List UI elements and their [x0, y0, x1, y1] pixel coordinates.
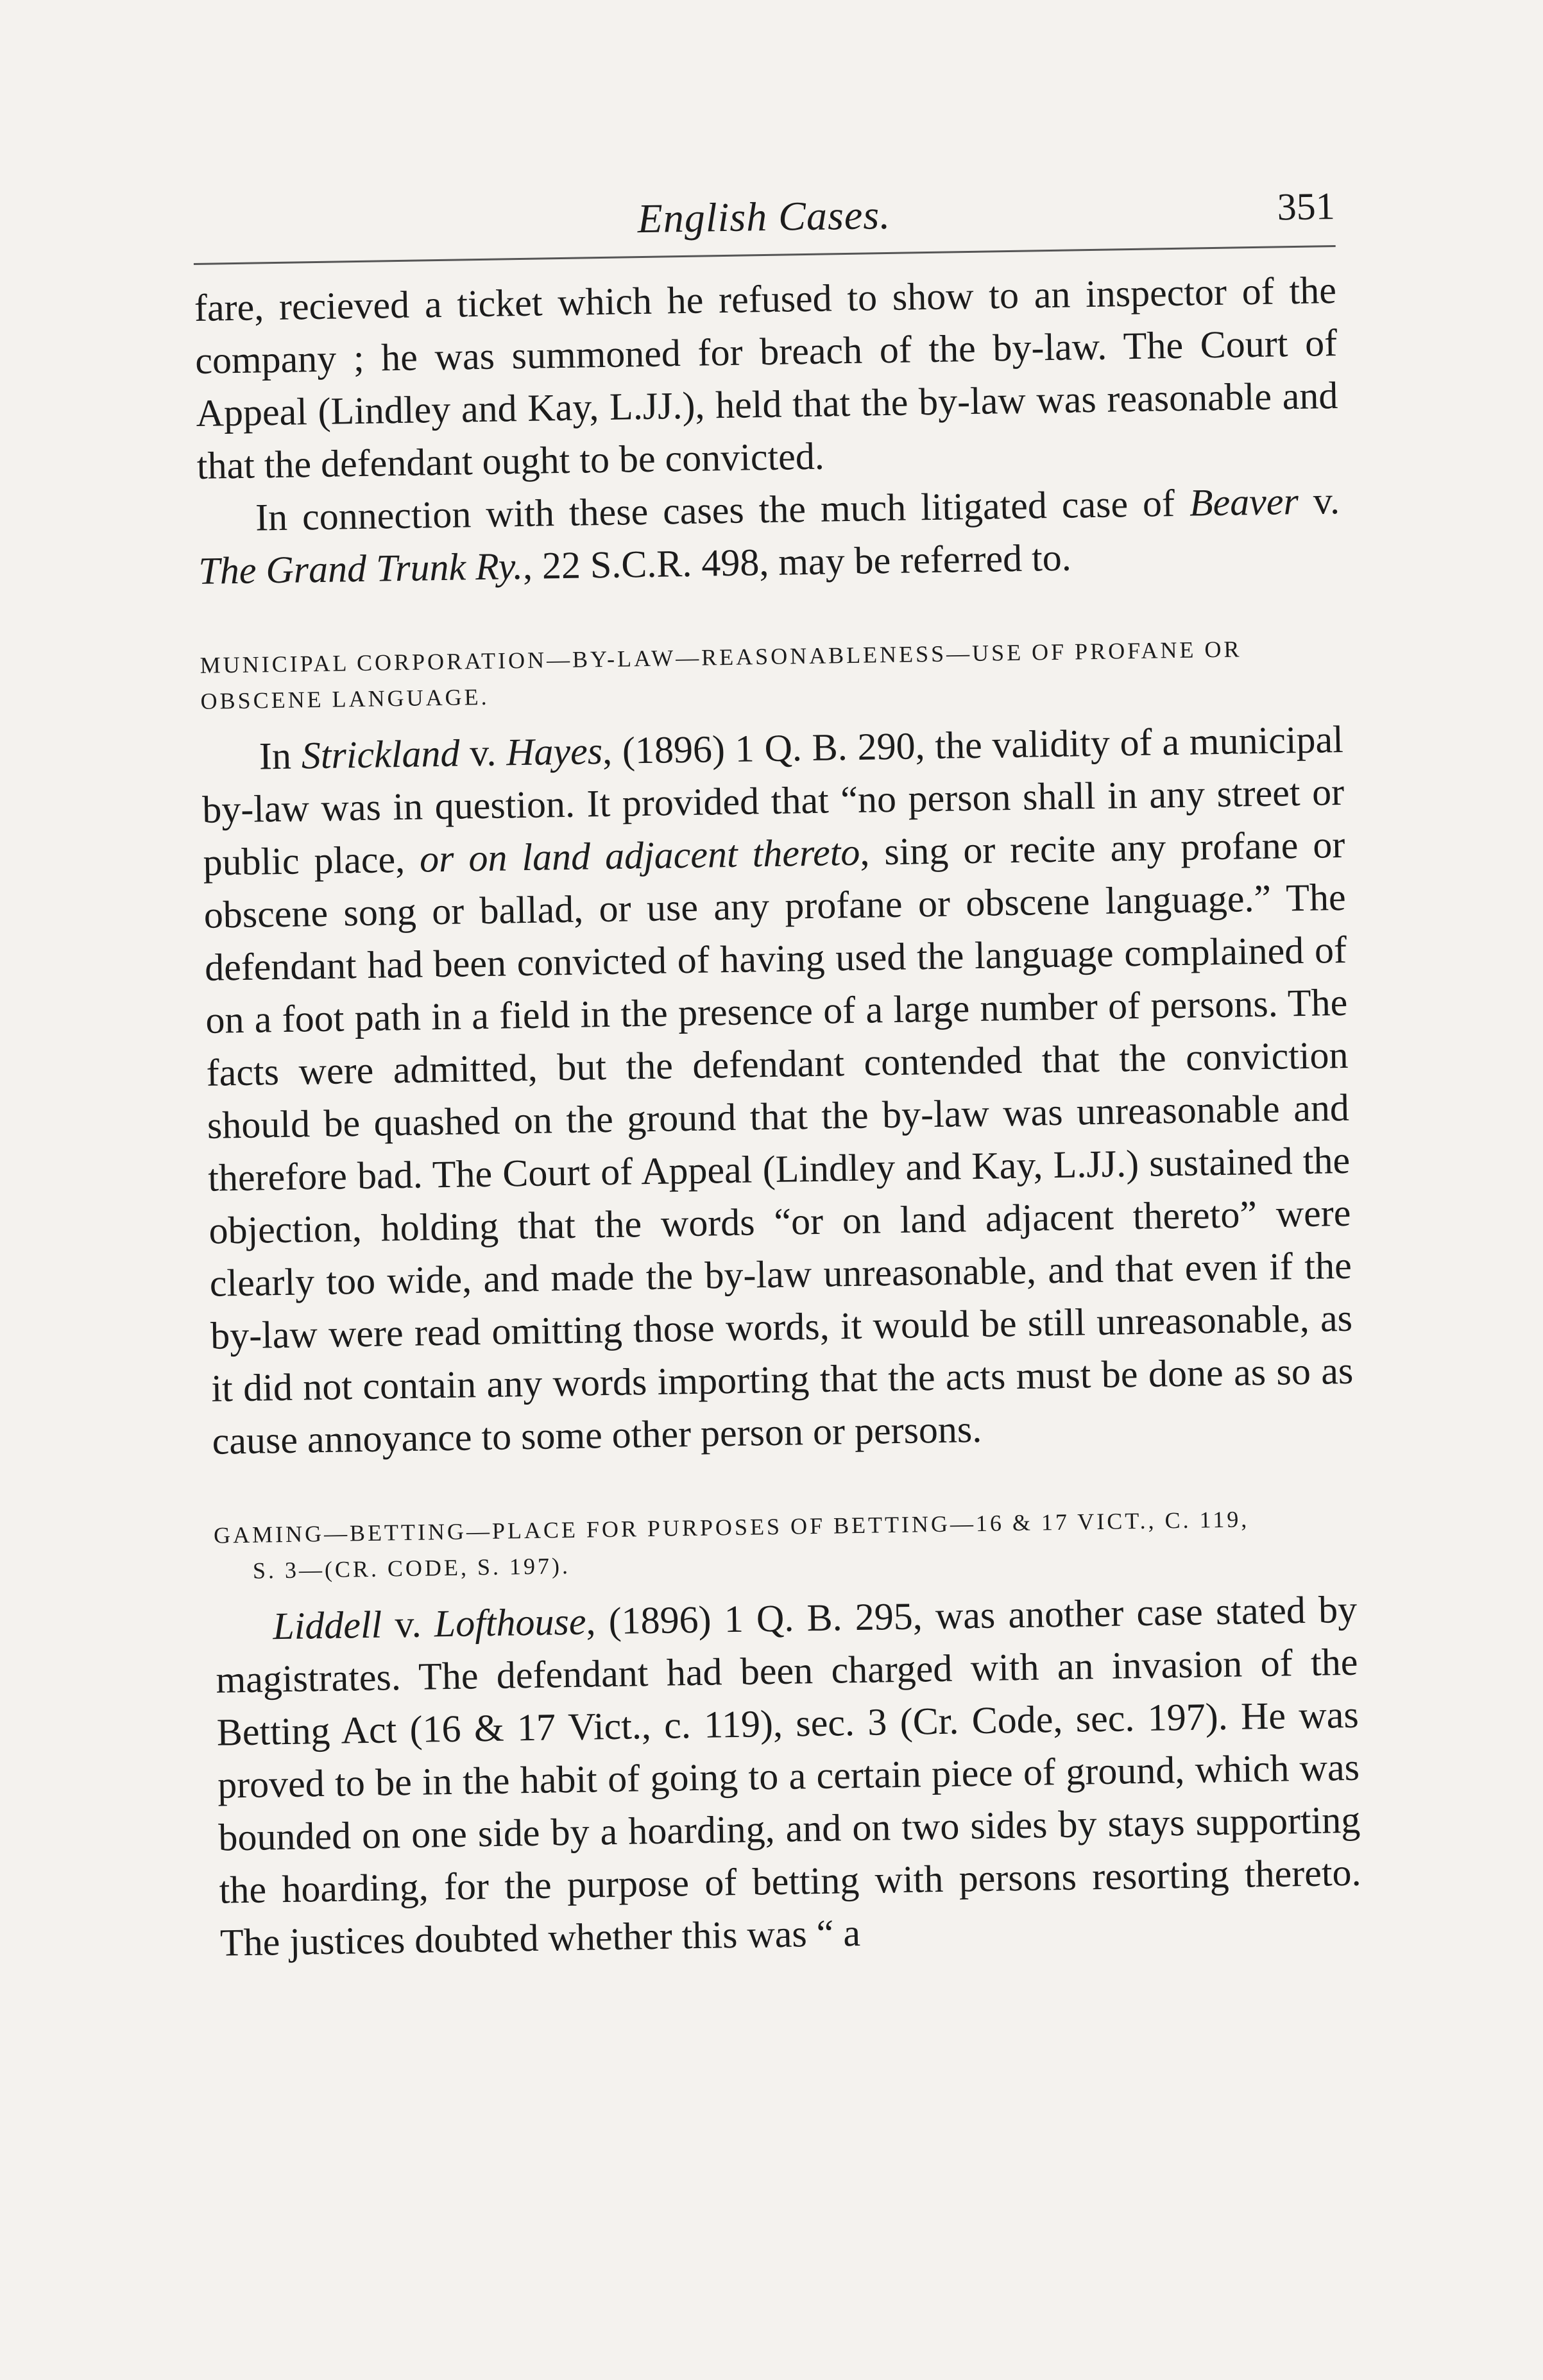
- text-run: In: [259, 734, 302, 778]
- page-header: [192, 168, 1336, 265]
- text-run: v.: [1298, 479, 1340, 522]
- text-run: v.: [381, 1602, 435, 1646]
- book-page: [192, 168, 1367, 2239]
- paragraph-continuation: fare, recieved a ticket which he refused to show to an inspector of the company ; he was summoned for breach of the by-law. The Court of Appeal (Lindley and Kay, L.JJ.), held that the by-law was reasonable and that the defendant ought to be convicted.: [194, 269, 1338, 487]
- text-run: , (1896) 1 Q. B. 295, was another case stated by magistrates. The defendant had been charged with an invasion of the Betting Act (16 & 17 Vict., c. 119), sec. 3 (Cr. Code, sec. 197). He was proved to be in the habit of going to a certain piece of ground, which was bounded on one side by a hoarding, and on two sides by stays supporting the hoarding, for the purpose of betting with persons resorting thereto. The justices doubted whether this was “ a: [216, 1588, 1362, 1964]
- paragraph-beaver-reference: [197, 474, 1340, 597]
- section-heading-municipal: [200, 629, 1343, 719]
- text-run: , 22 S.C.R. 498, may be referred to.: [522, 536, 1072, 587]
- page-number: 351: [1277, 185, 1336, 228]
- heading-line-2: S. 3—(CR. CODE, S. 197).: [252, 1553, 571, 1584]
- paragraph-liddell: [215, 1583, 1363, 1969]
- case-name: Hayes: [506, 730, 603, 774]
- section-heading-gaming: [214, 1500, 1357, 1589]
- running-title: English Cases.: [637, 191, 891, 242]
- italic-quote: or on land adjacent thereto: [419, 830, 860, 880]
- text-run: , sing or recite any profane or obscene song or ballad, or use any profane or obscene language.” The defendant had been convicted of having used the language complained of on a foot path in a field in the presence of a large number of persons. The facts were admitted, but the defendant contended that the conviction should be quashed on the ground that the by-law was unreasonable and therefore bad. The Court of Appeal (Lindley and Kay, L.JJ.) sustained the objection, holding that the words “or on land adjacent thereto” were clearly too wide, and made the by-law unreasonable, and that even if the by-law were read omitting those words, it would be still unreasonable, as it did not contain any words importing that the acts must be done as so as cause annoyance to some other person or persons.: [203, 823, 1354, 1462]
- text-run: v.: [459, 731, 507, 775]
- case-party: The Grand Trunk Ry.: [198, 544, 524, 592]
- paragraph-strickland: [201, 713, 1354, 1468]
- text-run: In connection with these cases the much litigated case of: [255, 481, 1190, 539]
- case-name: Liddell: [272, 1603, 382, 1648]
- case-name: Strickland: [301, 732, 460, 777]
- text-run: , (1896) 1 Q. B. 290, the validity of a municipal by-law was in question. It provided that “no person shall in any street or public place,: [201, 717, 1345, 884]
- heading-line-1: GAMING—BETTING—PLACE FOR PURPOSES OF BETTING—16 & 17 VICT., C. 119,: [213, 1506, 1250, 1548]
- case-name: Lofthouse: [434, 1600, 586, 1645]
- heading-text: MUNICIPAL CORPORATION—BY-LAW—REASONABLENESS—USE OF PROFANE OR OBSCENE LANGUAGE.: [200, 636, 1242, 714]
- case-name: Beaver: [1189, 479, 1299, 524]
